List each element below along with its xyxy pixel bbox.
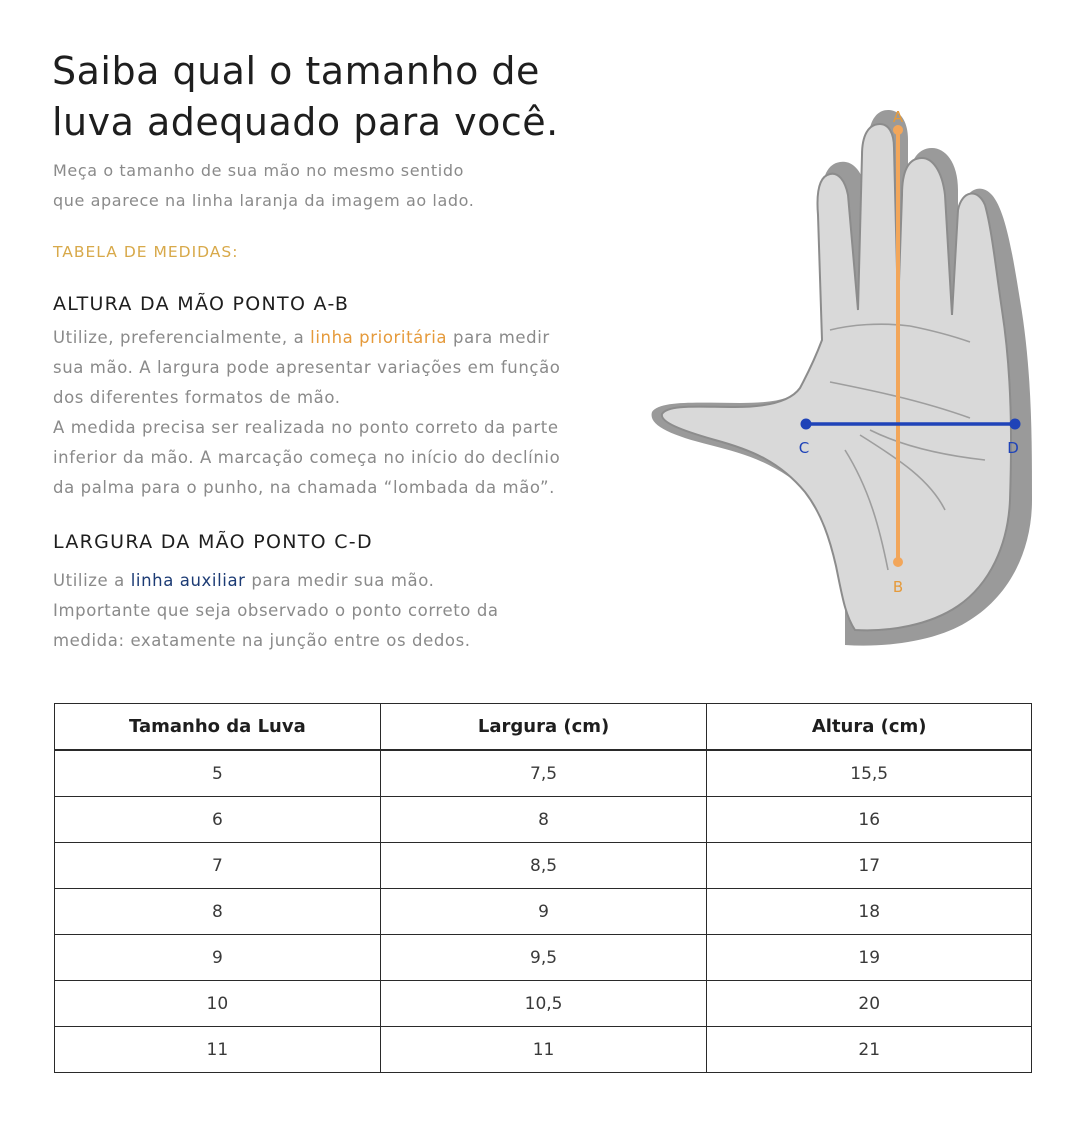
width-text-line-3: medida: exatamente na junção entre os dedos.	[53, 631, 471, 650]
priority-line-highlight: linha prioritária	[310, 328, 448, 347]
cell-width: 9	[380, 889, 707, 935]
label-a: A	[892, 108, 904, 126]
table-row	[55, 889, 1032, 935]
title-line-1: Saiba qual o tamanho de	[52, 49, 540, 93]
height-text-pre: Utilize, preferencialmente, a	[53, 328, 311, 347]
cell-size: 5	[55, 750, 381, 797]
cell-size: 7	[55, 843, 381, 889]
intro-line-2: que aparece na linha laranja da imagem ao lado.	[53, 191, 475, 210]
hand-outline-icon	[662, 124, 1011, 630]
label-c: C	[798, 439, 810, 457]
point-b-marker	[893, 557, 903, 567]
title-line-2: luva adequado para você.	[52, 100, 559, 144]
cell-height: 17	[707, 843, 1032, 889]
cell-width: 10,5	[380, 981, 707, 1027]
size-table-header-row	[55, 704, 1032, 751]
height-text-line-1	[53, 323, 623, 353]
height-text-line-6: da palma para o punho, na chamada “lombada da mão”.	[53, 478, 556, 497]
cell-height: 21	[707, 1027, 1032, 1073]
width-text-line-2: Importante que seja observado o ponto correto da	[53, 601, 499, 620]
height-text-post: para medir	[447, 328, 550, 347]
table-row	[55, 981, 1032, 1027]
table-row	[55, 1027, 1032, 1073]
header-width: Largura (cm)	[380, 704, 707, 751]
width-text-line-1	[53, 566, 623, 596]
height-section-heading: ALTURA DA MÃO PONTO A-B	[53, 293, 350, 315]
height-text-line-5: inferior da mão. A marcação começa no início do declínio	[53, 448, 561, 467]
cell-size: 10	[55, 981, 381, 1027]
point-a-marker	[893, 125, 903, 135]
width-text-post: para medir sua mão.	[245, 571, 435, 590]
cell-height: 19	[707, 935, 1032, 981]
cell-size: 9	[55, 935, 381, 981]
table-row	[55, 797, 1032, 843]
table-label: TABELA DE MEDIDAS:	[53, 243, 239, 261]
height-section-text	[53, 323, 623, 503]
cell-size: 6	[55, 797, 381, 843]
cell-width: 8	[380, 797, 707, 843]
height-text-line-2: sua mão. A largura pode apresentar variações em função	[53, 358, 561, 377]
cell-size: 11	[55, 1027, 381, 1073]
table-row	[55, 935, 1032, 981]
header-height: Altura (cm)	[707, 704, 1032, 751]
point-d-marker	[1010, 419, 1021, 430]
label-b: B	[892, 578, 904, 596]
header-glove-size: Tamanho da Luva	[55, 704, 381, 751]
cell-width: 11	[380, 1027, 707, 1073]
label-d: D	[1007, 439, 1019, 457]
cell-height: 16	[707, 797, 1032, 843]
table-row	[55, 750, 1032, 797]
cell-size: 8	[55, 889, 381, 935]
table-row	[55, 843, 1032, 889]
width-section-text	[53, 566, 623, 656]
cell-height: 20	[707, 981, 1032, 1027]
width-section-heading: LARGURA DA MÃO PONTO C-D	[53, 531, 373, 553]
cell-width: 9,5	[380, 935, 707, 981]
width-text-pre: Utilize a	[53, 571, 131, 590]
page-title	[52, 46, 612, 148]
height-text-line-3: dos diferentes formatos de mão.	[53, 388, 341, 407]
auxiliary-line-highlight: linha auxiliar	[130, 571, 246, 590]
cell-height: 15,5	[707, 750, 1032, 797]
size-table	[54, 703, 1032, 1073]
cell-width: 8,5	[380, 843, 707, 889]
intro-line-1: Meça o tamanho de sua mão no mesmo sentido	[53, 161, 464, 180]
cell-width: 7,5	[380, 750, 707, 797]
height-text-line-4: A medida precisa ser realizada no ponto correto da parte	[53, 418, 559, 437]
hand-measurement-diagram	[640, 100, 1060, 660]
cell-height: 18	[707, 889, 1032, 935]
intro-text	[53, 156, 613, 216]
point-c-marker	[801, 419, 812, 430]
